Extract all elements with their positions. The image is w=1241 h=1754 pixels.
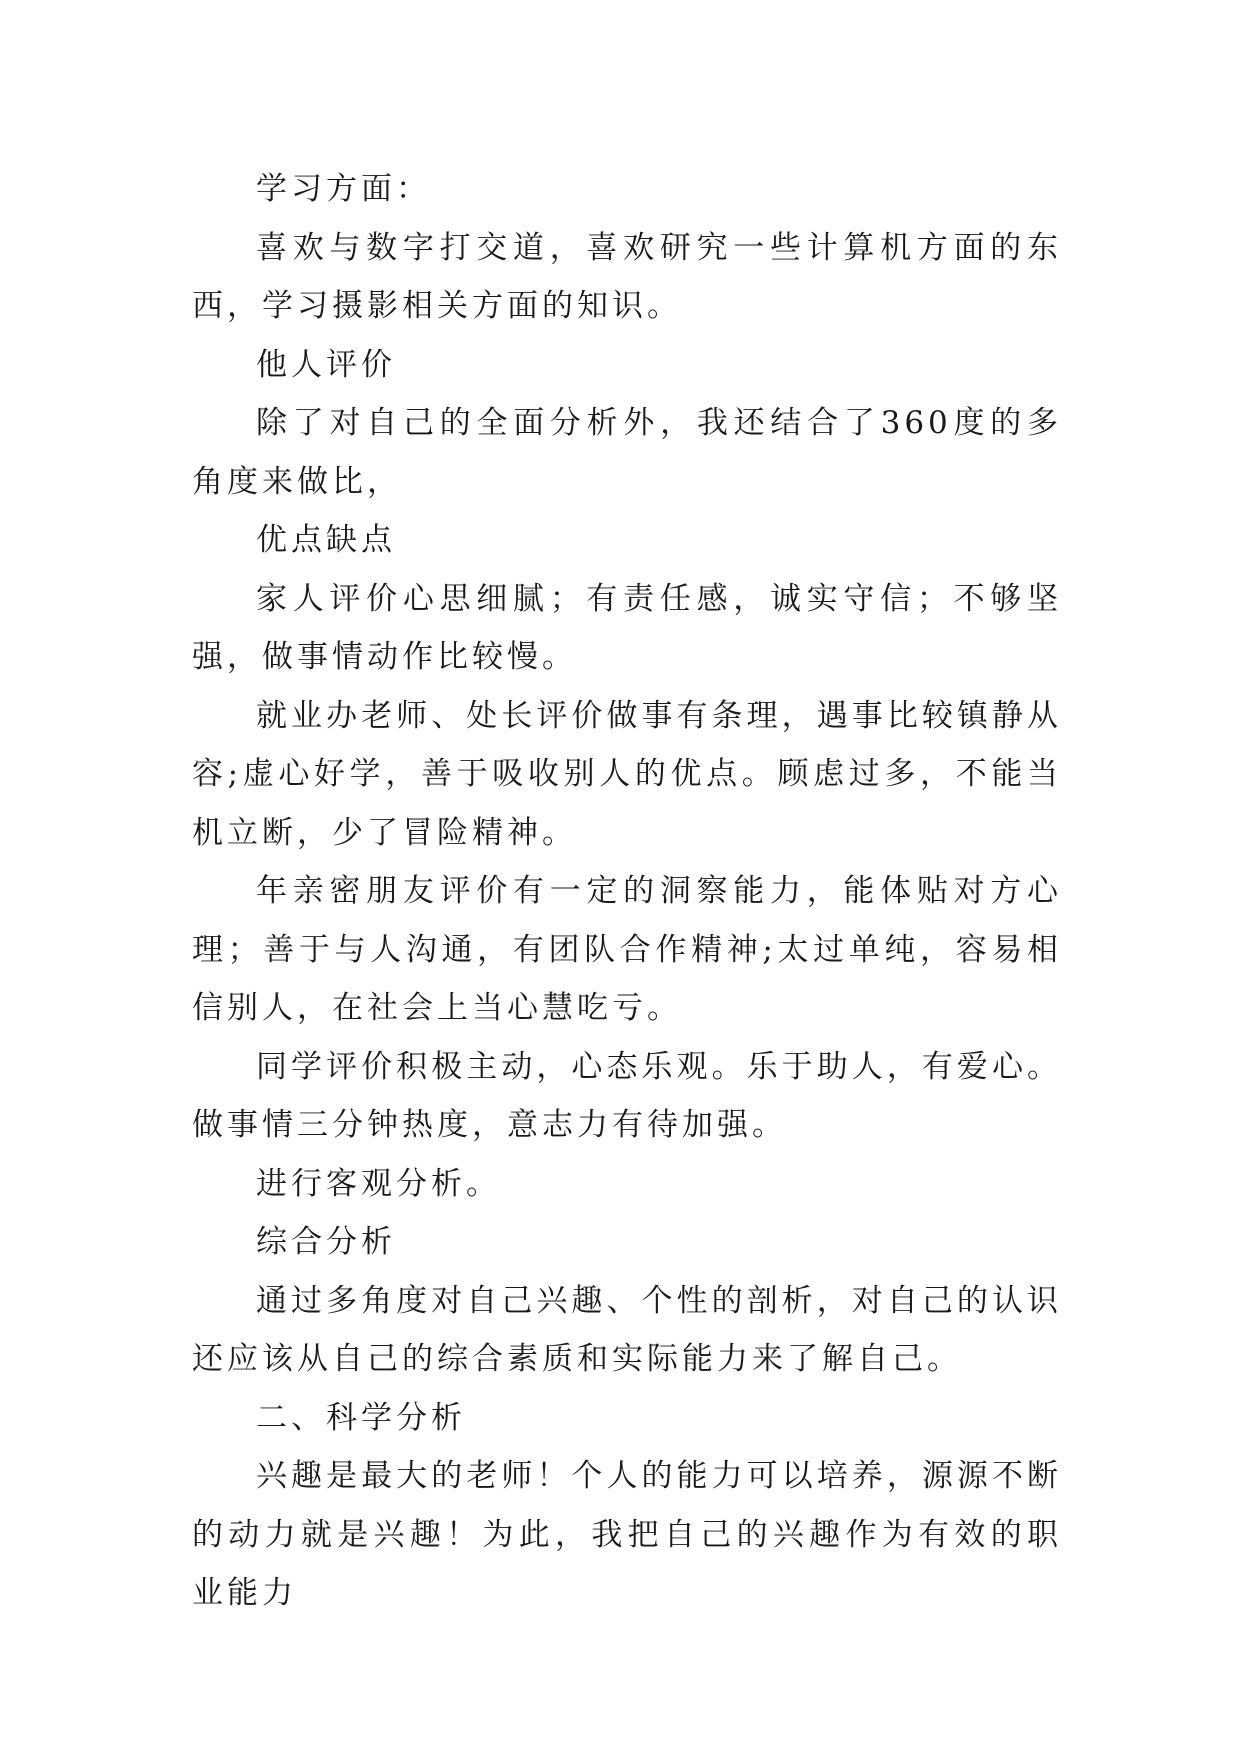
paragraph-comprehensive-heading: 综合分析 — [256, 1224, 396, 1260]
paragraph-comprehensive-analysis: 通过多角度对自己兴趣、个性的剖析，对自己的认识还应该从自己的综合素质和实际能力来了解自己。 — [192, 1282, 1062, 1377]
paragraph-strengths-weaknesses-heading: 优点缺点 — [256, 522, 396, 558]
document-body — [192, 160, 1062, 1623]
paragraph-360-analysis: 除了对自己的全面分析外，我还结合了360度的多角度来做比， — [192, 405, 1062, 500]
paragraph-study-interests: 喜欢与数字打交道，喜欢研究一些计算机方面的东西，学习摄影相关方面的知识。 — [192, 229, 1062, 324]
paragraph-interest-teacher: 兴趣是最大的老师！个人的能力可以培养，源源不断的动力就是兴趣！为此，我把自己的兴趣作为有效的职业能力 — [192, 1458, 1062, 1611]
paragraph-classmate-evaluation: 同学评价积极主动，心态乐观。乐于助人，有爱心。做事情三分钟热度，意志力有待加强。 — [192, 1048, 1062, 1143]
paragraph-family-evaluation: 家人评价心思细腻；有责任感，诚实守信；不够坚强，做事情动作比较慢。 — [192, 580, 1062, 675]
paragraph-others-evaluation-heading: 他人评价 — [256, 346, 396, 383]
paragraph-teacher-evaluation: 就业办老师、处长评价做事有条理，遇事比较镇静从容;虚心好学，善于吸收别人的优点。顾虑过多，不能当机立断，少了冒险精神。 — [192, 697, 1062, 851]
paragraph-friend-evaluation: 年亲密朋友评价有一定的洞察能力，能体贴对方心理；善于与人沟通，有团队合作精神;太过单纯，容易相信别人，在社会上当心慧吃亏。 — [192, 873, 1062, 1026]
paragraph-objective-analysis: 进行客观分析。 — [256, 1165, 501, 1202]
paragraph-scientific-heading: 二、科学分析 — [256, 1399, 466, 1436]
paragraph-study-heading: 学习方面： — [256, 171, 431, 207]
